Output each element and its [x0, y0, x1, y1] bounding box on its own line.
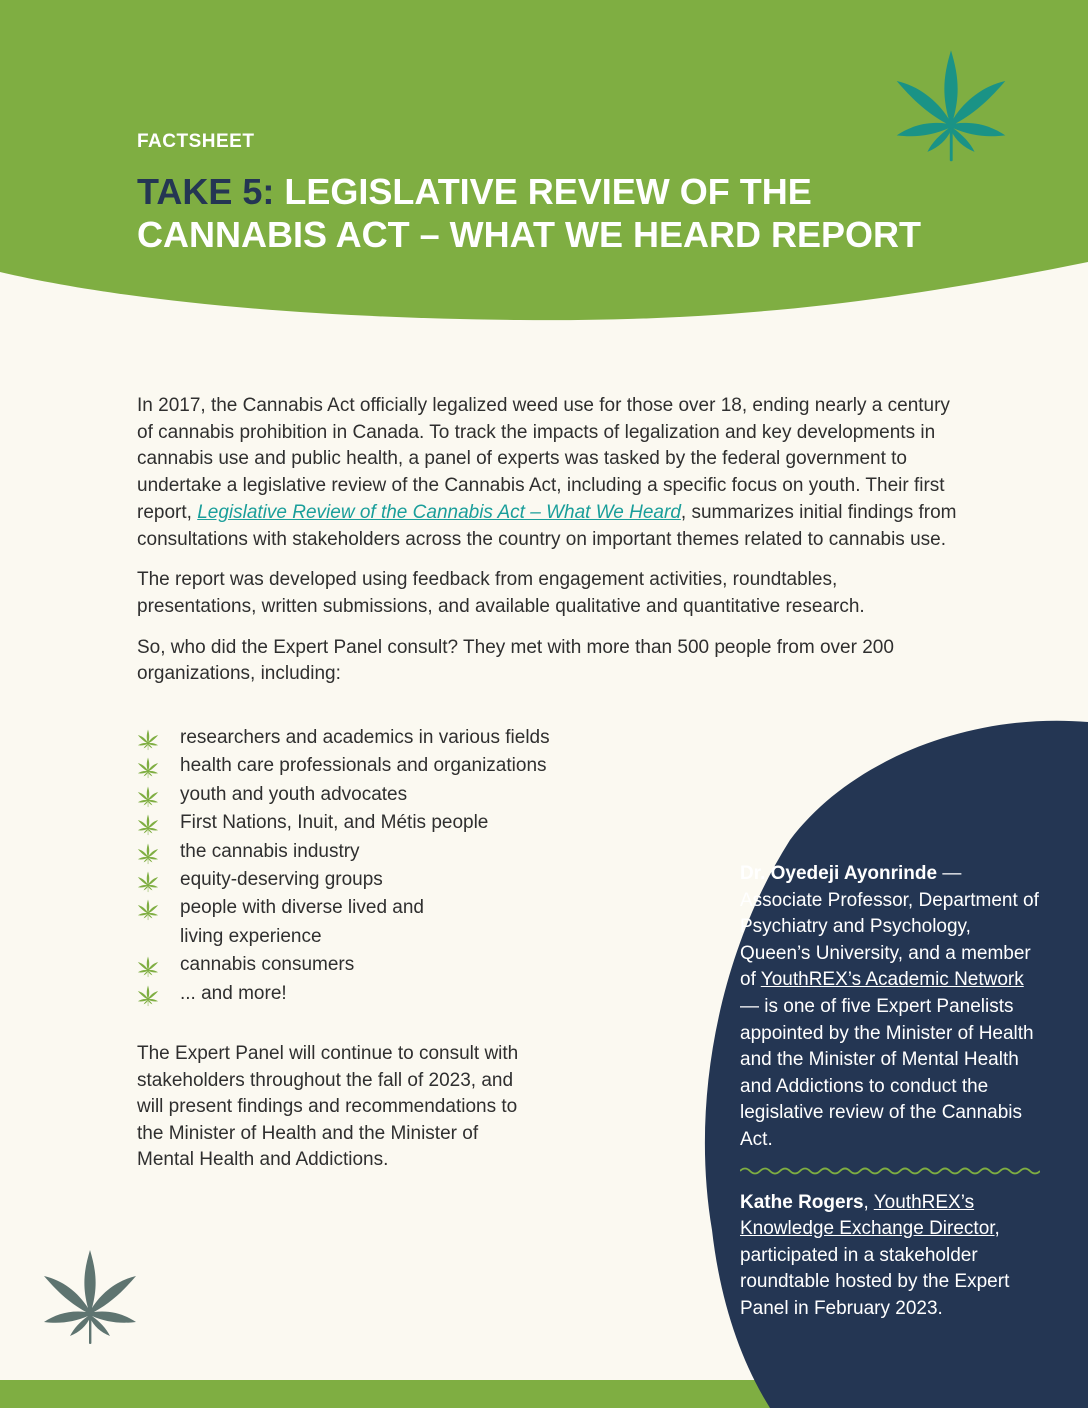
cannabis-leaf-icon	[137, 814, 159, 836]
title-text: LEGISLATIVE REVIEW OF THE CANNABIS ACT – WHAT WE HEARD REPORT	[137, 171, 921, 255]
list-item: youth and youth advocates	[137, 781, 557, 809]
closing-paragraph: The Expert Panel will continue to consult with stakeholders throughout the fall of 2023, and will present findings and recommendations to the Minister of Health and the Minister of Mental Health and Addictions.	[137, 1043, 519, 1171]
sidebar-panel	[740, 861, 1045, 1323]
sidebar-paragraph-2: Kathe Rogers, YouthREX’s Knowledge Exchange Director, participated in a stakeholder roundtable hosted by the Expert Panel in February 2023.	[740, 1191, 1010, 1319]
cannabis-leaf-icon	[137, 956, 159, 978]
knowledge-exchange-link[interactable]: YouthREX’s Knowledge Exchange Director	[740, 1191, 995, 1240]
cannabis-leaf-icon	[137, 985, 159, 1007]
intro-paragraph-2: The report was developed using feedback from engagement activities, roundtables, presentations, written submissions, and available qualitative and quantitative research.	[137, 569, 865, 617]
factsheet-label: FACTSHEET	[137, 131, 255, 152]
report-link[interactable]: Legislative Review of the Cannabis Act – What We Heard	[197, 501, 681, 523]
list-item: researchers and academics in various fields	[137, 724, 557, 752]
cannabis-leaf-icon	[137, 843, 159, 865]
wave-divider-icon	[740, 1166, 1040, 1176]
title-prefix: TAKE 5:	[137, 171, 275, 212]
list-item: the cannabis industry	[137, 838, 557, 866]
director-name: Kathe Rogers	[740, 1191, 864, 1213]
cannabis-leaf-icon	[137, 871, 159, 893]
intro-section	[137, 393, 957, 702]
cannabis-leaf-icon	[137, 729, 159, 751]
sidebar-paragraph-1: Dr. Oyedeji Ayonrinde — Associate Professor, Department of Psychiatry and Psychology, Queen’s University, and a member of YouthREX’s Academic Network — is one of five Expert Panelists appointed by the Minister of Health and the Minister of Mental Health and Addictions to conduct the legislative review of the Cannabis Act.	[740, 863, 1039, 1150]
cannabis-leaf-icon	[40, 1248, 140, 1348]
list-item: equity-deserving groups	[137, 866, 557, 894]
list-item: First Nations, Inuit, and Métis people	[137, 809, 557, 837]
list-item: health care professionals and organizations	[137, 752, 557, 780]
cannabis-leaf-icon	[137, 757, 159, 779]
stakeholder-list	[137, 724, 557, 1008]
panelist-name: Dr. Oyedeji Ayonrinde	[740, 863, 938, 884]
cannabis-leaf-icon	[137, 786, 159, 808]
list-item: cannabis consumers	[137, 951, 557, 979]
list-item: ... and more!	[137, 980, 557, 1008]
intro-paragraph-3: So, who did the Expert Panel consult? They met with more than 500 people from over 200 organizations, including:	[137, 636, 894, 685]
intro-paragraph-1: In 2017, the Cannabis Act officially legalized weed use for those over 18, ending nearly a century of cannabis prohibition in Canada. To track the impacts of legalization and key developments in cannabis use and public health, a panel of experts was tasked by the federal government to undertake a legislative review of the Cannabis Act, including a specific focus on youth. Their first report, Legislative Review of the Cannabis Act – What We Heard, summarizes initial findings from consultations with stakeholders across the country on important themes related to cannabis use.	[137, 395, 957, 550]
cannabis-leaf-icon	[137, 899, 159, 921]
academic-network-link[interactable]: YouthREX’s Academic Network	[760, 969, 1024, 991]
page-title	[137, 170, 957, 256]
cannabis-leaf-icon	[890, 48, 1012, 166]
list-item: people with diverse lived and living experience	[137, 894, 430, 951]
